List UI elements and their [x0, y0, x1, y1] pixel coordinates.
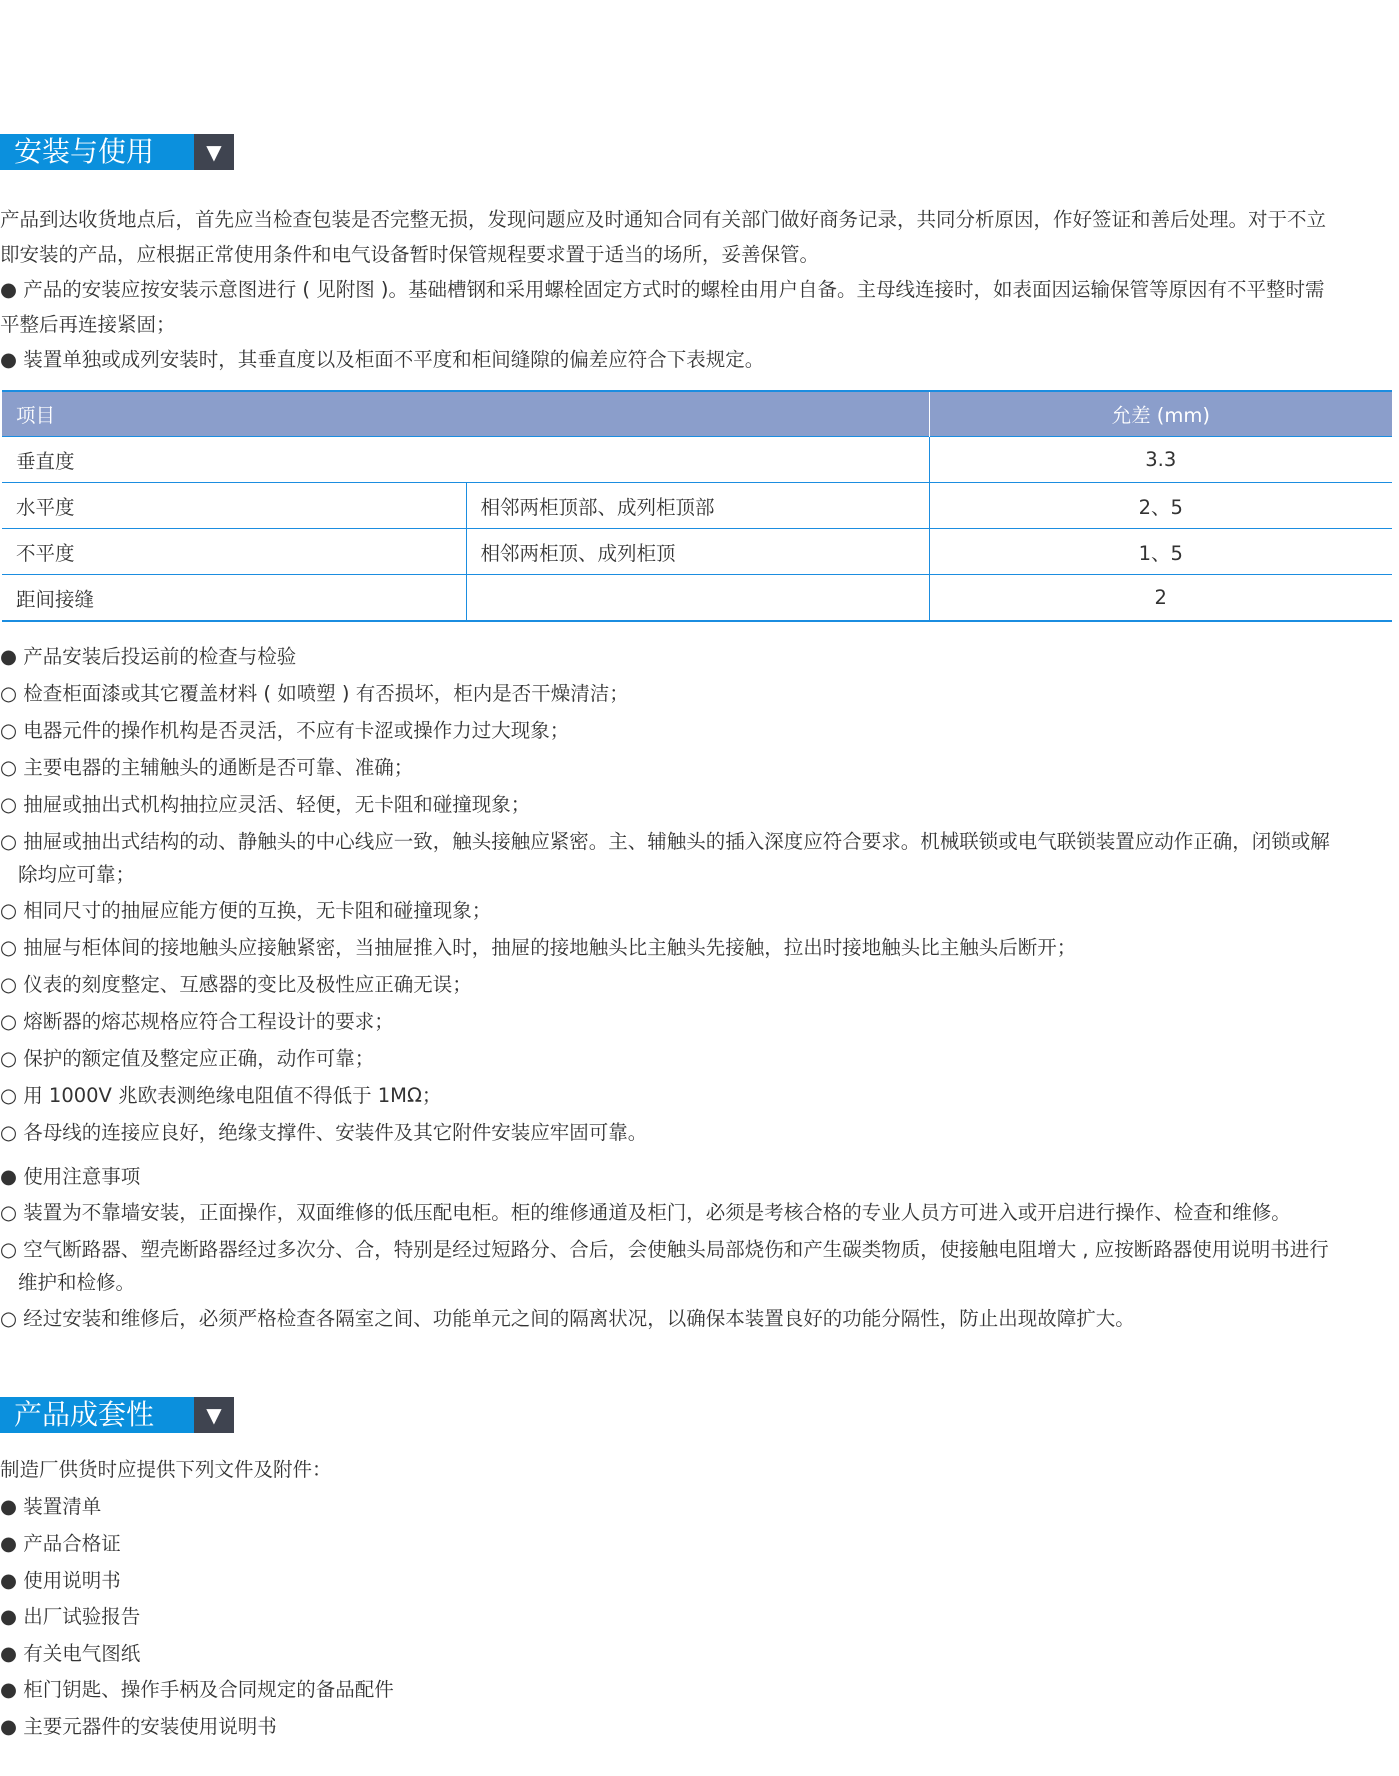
list-item: ○ 电器元件的操作机构是否灵活，不应有卡涩或操作力过大现象；: [0, 719, 570, 742]
list-item: ○ 装置为不靠墙安装，正面操作，双面维修的低压配电柜。柜的维修通道及柜门，必须是考核合格的专业人员方可进入或开启进行操作、检查和维修。: [0, 1201, 1291, 1224]
paragraph-line: 制造厂供货时应提供下列文件及附件：: [0, 1458, 332, 1481]
list-item: ○ 经过安装和维修后，必须严格检查各隔室之间、功能单元之间的隔离状况，以确保本装置良好的功能分隔性，防止出现故障扩大。: [0, 1307, 1135, 1330]
column-header-item: 项目: [2, 391, 929, 437]
list-item: ○ 空气断路器、塑壳断路器经过多次分、合，特别是经过短路分、合后，会使触头局部烧伤和产生碳类物质，使接触电阻增大 , 应按断路器使用说明书进行: [0, 1238, 1329, 1261]
table-cell-item: 垂直度: [2, 437, 929, 483]
table-header-row: [2, 391, 1392, 437]
table-row: [2, 437, 1392, 483]
list-item: ○ 用 1000V 兆欧表测绝缘电阻值不得低于 1MΩ；: [0, 1084, 442, 1107]
table-cell-detail: [466, 575, 929, 622]
list-item: ○ 检查柜面漆或其它覆盖材料 ( 如喷塑 ) 有否损坏，柜内是否干燥清洁；: [0, 682, 629, 705]
table-cell-item: 距间接缝: [2, 575, 466, 622]
list-item: ○ 各母线的连接应良好，绝缘支撑件、安装件及其它附件安装应牢固可靠。: [0, 1121, 648, 1144]
paragraph-line: 平整后再连接紧固；: [0, 313, 176, 336]
table-cell-detail: 相邻两柜顶、成列柜顶: [466, 529, 929, 575]
list-item: ● 使用说明书: [0, 1569, 121, 1592]
tolerance-table: [2, 390, 1392, 622]
list-item: ● 出厂试验报告: [0, 1605, 141, 1628]
list-item-continuation: 除均应可靠；: [18, 863, 136, 886]
section-title: 产品成套性: [0, 1397, 194, 1433]
list-item: ● 产品合格证: [0, 1532, 121, 1555]
paragraph-line: 即安装的产品，应根据正常使用条件和电气设备暂时保管规程要求置于适当的场所，妥善保管。: [0, 243, 820, 266]
section-header-installation: [0, 134, 234, 170]
table-cell-value: 3.3: [929, 437, 1392, 483]
triangle-down-icon: ▼: [194, 134, 234, 170]
list-item: ○ 抽屉或抽出式机构抽拉应灵活、轻便，无卡阻和碰撞现象；: [0, 793, 531, 816]
list-item: ○ 保护的额定值及整定应正确，动作可靠；: [0, 1047, 375, 1070]
table-cell-item: 不平度: [2, 529, 466, 575]
paragraph-line: ● 装置单独或成列安装时，其垂直度以及柜面不平度和柜间缝隙的偏差应符合下表规定。: [0, 348, 765, 371]
list-item: ○ 主要电器的主辅触头的通断是否可靠、准确；: [0, 756, 414, 779]
table-cell-value: 2、5: [929, 483, 1392, 529]
list-item: ○ 抽屉与柜体间的接地触头应接触紧密，当抽屉推入时，抽屉的接地触头比主触头先接触，拉出时接地触头比主触头后断开；: [0, 936, 1077, 959]
table-cell-item: 水平度: [2, 483, 466, 529]
list-item: ● 装置清单: [0, 1495, 102, 1518]
list-item: ○ 熔断器的熔芯规格应符合工程设计的要求；: [0, 1010, 394, 1033]
paragraph-line: ● 产品的安装应按安装示意图进行 ( 见附图 )。基础槽钢和采用螺栓固定方式时的螺栓由用户自备。主母线连接时，如表面因运输保管等原因有不平整时需: [0, 278, 1325, 301]
list-item: ● 柜门钥匙、操作手柄及合同规定的备品配件: [0, 1678, 394, 1701]
table-cell-value: 2: [929, 575, 1392, 622]
table-row: [2, 483, 1392, 529]
triangle-down-icon: ▼: [194, 1397, 234, 1433]
list-item-continuation: 维护和检修。: [18, 1271, 136, 1294]
list-heading: ● 产品安装后投运前的检查与检验: [0, 645, 297, 668]
table-row: [2, 575, 1392, 622]
list-item: ● 主要元器件的安装使用说明书: [0, 1715, 277, 1738]
table-row: [2, 529, 1392, 575]
list-item: ● 有关电气图纸: [0, 1642, 141, 1665]
list-heading: ● 使用注意事项: [0, 1165, 141, 1188]
table-cell-detail: 相邻两柜顶部、成列柜顶部: [466, 483, 929, 529]
list-item: ○ 抽屉或抽出式结构的动、静触头的中心线应一致，触头接触应紧密。主、辅触头的插入深度应符合要求。机械联锁或电气联锁装置应动作正确，闭锁或解: [0, 830, 1330, 853]
table-cell-value: 1、5: [929, 529, 1392, 575]
section-title: 安装与使用: [0, 134, 194, 170]
section-header-completeness: [0, 1397, 234, 1433]
list-item: ○ 仪表的刻度整定、互感器的变比及极性应正确无误；: [0, 973, 472, 996]
paragraph-line: 产品到达收货地点后，首先应当检查包装是否完整无损，发现问题应及时通知合同有关部门做好商务记录，共同分析原因，作好签证和善后处理。对于不立: [0, 208, 1327, 231]
list-item: ○ 相同尺寸的抽屉应能方便的互换，无卡阻和碰撞现象；: [0, 899, 492, 922]
column-header-tolerance: 允差 (mm): [929, 391, 1392, 437]
